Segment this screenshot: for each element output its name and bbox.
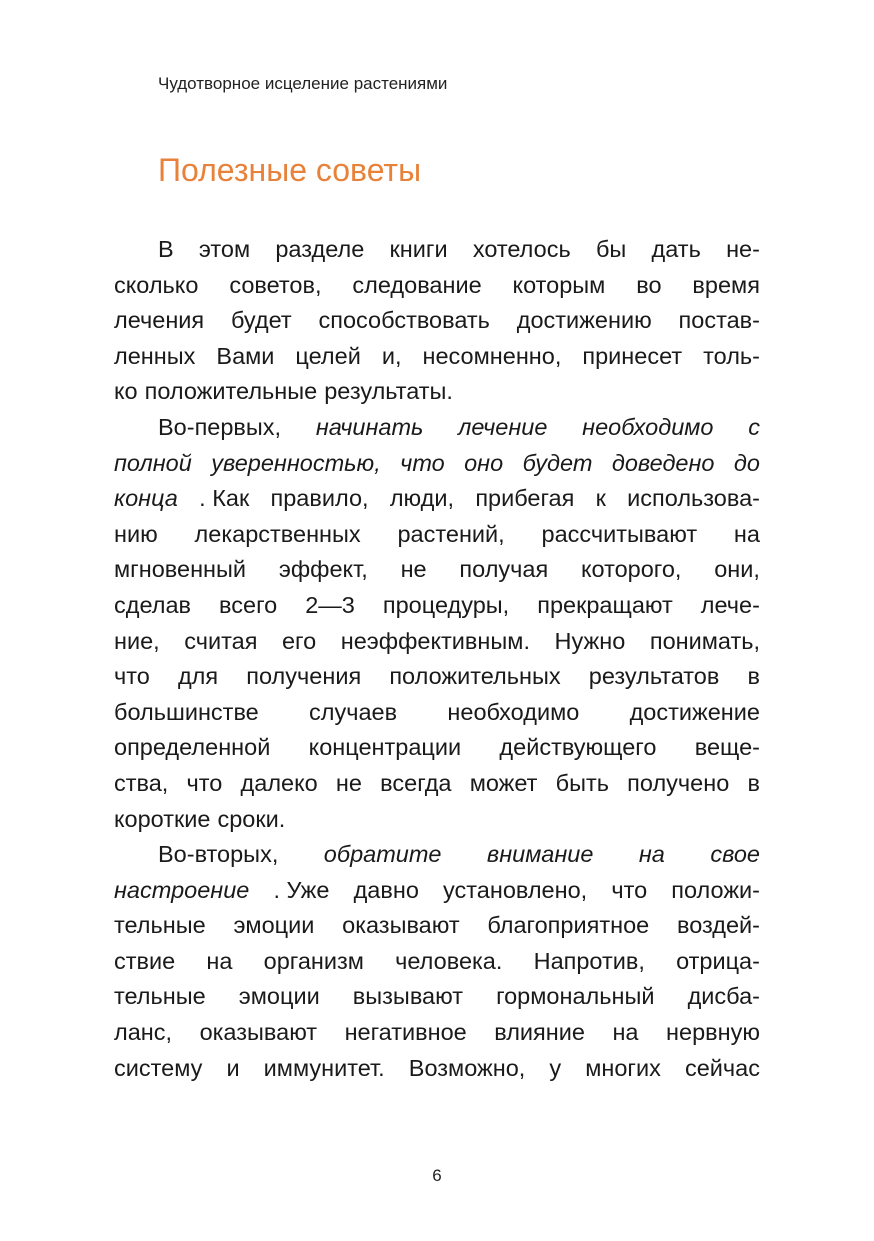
word: ко — [114, 378, 138, 405]
word: сколько — [114, 271, 199, 298]
word: в — [747, 769, 760, 796]
word: Возможно, — [408, 1054, 526, 1081]
word: принесет — [582, 342, 683, 369]
word: лече- — [700, 591, 760, 618]
word: которого, — [580, 556, 682, 583]
word: получено — [627, 769, 730, 796]
running-header: Чудотворное исцеление растениями — [158, 74, 448, 93]
word: нию — [114, 520, 158, 547]
word: гормональный — [496, 983, 655, 1010]
word: бы — [595, 236, 627, 262]
word: . Как — [199, 485, 250, 512]
word: для — [177, 663, 219, 690]
text-line — [114, 695, 760, 731]
text-line — [114, 446, 760, 482]
word: Напротив, — [533, 947, 645, 974]
word: воздей- — [676, 912, 760, 939]
word: люди, — [389, 485, 455, 512]
word: быть — [555, 769, 609, 796]
word: может — [469, 769, 538, 796]
word: постав- — [678, 307, 760, 334]
word: ланс, — [114, 1019, 173, 1046]
emphasis-word: оно — [464, 449, 504, 476]
word: в — [747, 663, 760, 690]
word: и, — [381, 342, 402, 369]
word: систему — [114, 1054, 203, 1081]
text-line — [114, 659, 760, 695]
word: большинстве — [114, 698, 259, 725]
emphasis-word: на — [638, 841, 665, 868]
word: они, — [714, 556, 760, 583]
word: Во-вторых, — [158, 841, 279, 868]
word: негативное — [344, 1019, 467, 1046]
word: у — [549, 1054, 562, 1081]
word: эмоции — [238, 983, 320, 1010]
text-line — [114, 303, 760, 339]
word: Нужно — [554, 627, 626, 654]
word: положи- — [671, 876, 760, 903]
word: Вами — [216, 342, 275, 369]
text-line — [114, 1015, 760, 1051]
text-line — [114, 268, 760, 304]
emphasis-word: необходимо — [582, 413, 714, 440]
word: В — [158, 236, 174, 262]
word: влияние — [494, 1019, 585, 1046]
word: которым — [512, 271, 606, 298]
word: способствовать — [318, 307, 490, 334]
word: прибегая — [475, 485, 575, 512]
text-line — [114, 517, 760, 553]
word: на — [206, 947, 233, 974]
word: 2—3 — [305, 591, 355, 618]
word: лечения — [114, 307, 205, 334]
text-line — [114, 339, 760, 375]
word: короткие — [114, 805, 211, 832]
text-line — [114, 374, 760, 410]
word: следование — [352, 271, 482, 298]
word: советов, — [229, 271, 322, 298]
word: дисба- — [687, 983, 760, 1010]
word: растений, — [397, 520, 505, 547]
word: хотелось — [472, 236, 571, 262]
emphasis-word: обратите — [323, 841, 442, 868]
word: ства, — [114, 769, 169, 796]
word: случаев — [309, 698, 398, 725]
word: достижение — [629, 698, 760, 725]
word: правило, — [270, 485, 369, 512]
word: процедуры, — [382, 591, 510, 618]
page-number: 6 — [432, 1166, 442, 1185]
word: считая — [184, 627, 258, 654]
word: . Уже — [273, 876, 330, 903]
text-line — [114, 481, 760, 517]
text-line — [114, 873, 760, 909]
word: действующего — [499, 734, 657, 761]
word: тельные — [114, 983, 206, 1010]
word: ленных — [114, 342, 196, 369]
body-text — [114, 232, 760, 1086]
word: всего — [219, 591, 278, 618]
word: книги — [389, 236, 448, 262]
emphasis-word: начинать — [315, 413, 424, 440]
word: не — [335, 769, 362, 796]
word: мгновенный — [114, 556, 247, 583]
word: давно — [353, 876, 419, 903]
word: оказывают — [342, 912, 460, 939]
word: несомненно, — [422, 342, 562, 369]
text-line — [114, 766, 760, 802]
word: время — [692, 271, 760, 298]
word: всегда — [380, 769, 452, 796]
word: его — [281, 627, 317, 654]
word: понимать, — [649, 627, 760, 654]
text-line — [114, 730, 760, 766]
emphasis-word: уверенностью, — [211, 449, 381, 476]
word: на — [733, 520, 760, 547]
word: ние, — [114, 627, 160, 654]
word: организм — [263, 947, 364, 974]
word: использова- — [627, 485, 760, 512]
emphasis-word: настроение — [114, 876, 250, 903]
emphasis-word: внимание — [486, 841, 594, 868]
word: прекращают — [537, 591, 673, 618]
word: вызывают — [352, 983, 463, 1010]
word: лекарственных — [194, 520, 361, 547]
word: сейчас — [684, 1054, 760, 1081]
text-line — [114, 588, 760, 624]
word: к — [595, 485, 606, 512]
word: человека. — [395, 947, 503, 974]
word: далеко — [240, 769, 318, 796]
word: благоприятное — [487, 912, 650, 939]
word: будет — [230, 307, 292, 334]
text-line — [114, 1051, 760, 1087]
word: положительные — [144, 378, 318, 405]
text-line — [114, 837, 760, 873]
word: отрица- — [676, 947, 760, 974]
word: положительных — [389, 663, 561, 690]
word: сделав — [114, 591, 192, 618]
word: что — [186, 769, 223, 796]
word: оказывают — [199, 1019, 318, 1046]
text-line — [114, 908, 760, 944]
text-line — [114, 624, 760, 660]
word: эффект, — [278, 556, 368, 583]
word: не — [400, 556, 427, 583]
word: установлено, — [443, 876, 588, 903]
word: дать — [651, 236, 701, 262]
emphasis-word: конца — [114, 485, 178, 512]
word: определенной — [114, 734, 271, 761]
word: получая — [459, 556, 549, 583]
word: на — [612, 1019, 639, 1046]
word: эмоции — [233, 912, 315, 939]
word: достижению — [516, 307, 652, 334]
word: рассчитывают — [541, 520, 698, 547]
emphasis-word: что — [400, 449, 445, 476]
word: тельные — [114, 912, 206, 939]
word: ствие — [114, 947, 176, 974]
word: неэффективным. — [340, 627, 530, 654]
word: результаты. — [324, 378, 453, 405]
text-line — [114, 232, 760, 268]
emphasis-word: будет — [522, 449, 593, 476]
emphasis-word: доведено — [611, 449, 715, 476]
emphasis-word: полной — [114, 449, 192, 476]
emphasis-word: свое — [710, 841, 760, 868]
word: разделе — [275, 236, 365, 262]
section-title: Полезные советы — [158, 152, 422, 188]
word: во — [636, 271, 662, 298]
word: концентрации — [308, 734, 462, 761]
word: необходимо — [447, 698, 580, 725]
emphasis-word: с — [748, 413, 760, 440]
word: что — [114, 663, 150, 690]
word: что — [611, 876, 648, 903]
word: не- — [726, 236, 760, 262]
word: сроки. — [217, 805, 286, 832]
word: и — [226, 1054, 240, 1081]
text-line — [114, 802, 760, 838]
text-line — [114, 979, 760, 1015]
emphasis-word: лечение — [458, 413, 548, 440]
word: толь- — [703, 342, 760, 369]
emphasis-word: до — [733, 449, 760, 476]
word: получения — [246, 663, 362, 690]
text-line — [114, 410, 760, 446]
word: Во-первых, — [158, 413, 282, 440]
word: веще- — [694, 734, 760, 761]
word: целей — [295, 342, 361, 369]
word: иммунитет. — [263, 1054, 385, 1081]
word: многих — [585, 1054, 661, 1081]
text-line — [114, 552, 760, 588]
word: этом — [198, 236, 251, 262]
word: результатов — [588, 663, 720, 690]
text-line — [114, 944, 760, 980]
word: нервную — [666, 1019, 760, 1046]
